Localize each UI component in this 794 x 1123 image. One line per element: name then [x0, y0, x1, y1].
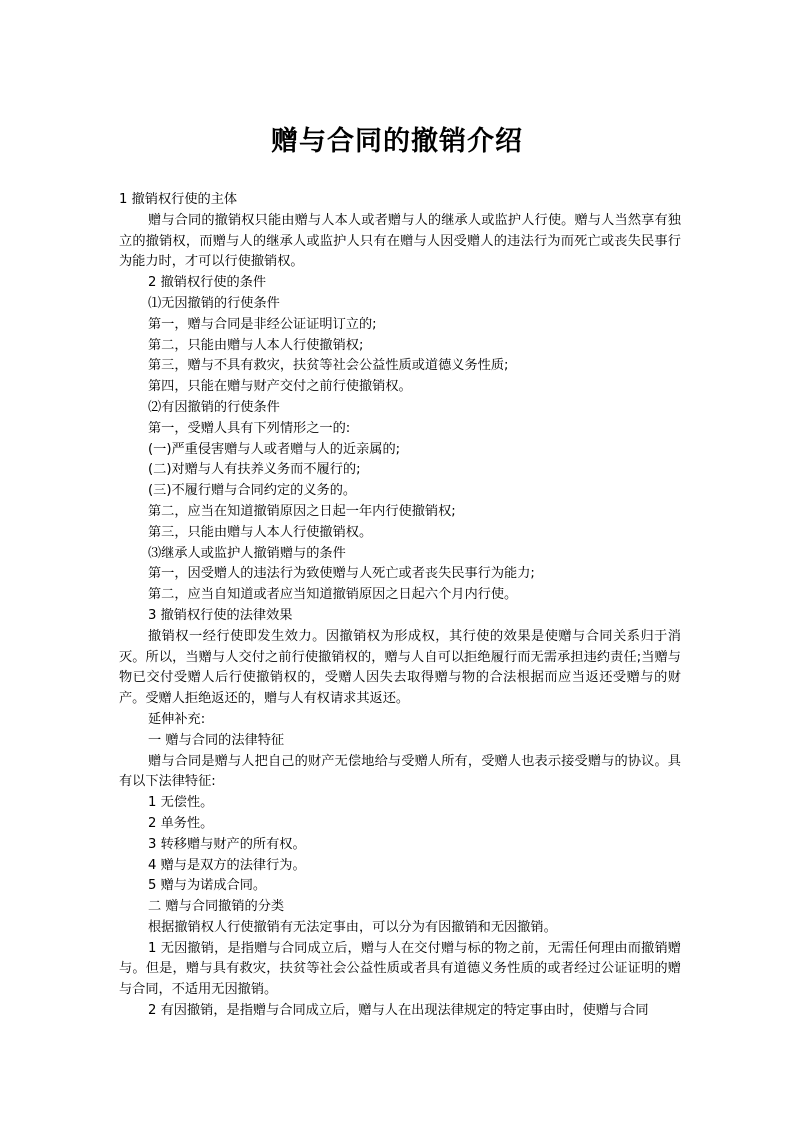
section-heading: 3 撤销权行使的法律效果 — [148, 607, 293, 623]
list-item: 4 赠与是双方的法律行为。 — [148, 857, 306, 873]
list-item: 3 转移赠与财产的所有权。 — [148, 836, 306, 852]
list-item: (二)对赠与人有扶养义务而不履行的; — [148, 462, 361, 478]
list-item: (三)不履行赠与合同约定的义务的。 — [148, 483, 357, 499]
list-item: 5 赠与为诺成合同。 — [148, 878, 267, 894]
section-heading: 1 撤销权行使的主体 — [119, 192, 238, 207]
list-item: 第一，因受赠人的违法行为致使赠与人死亡或者丧失民事行为能力; — [148, 566, 535, 582]
list-item: 1 无偿性。 — [148, 795, 214, 811]
document-title: 赠与合同的撤销介绍 — [271, 126, 523, 157]
list-item: 第二，应当在知道撤销原因之日起一年内行使撤销权; — [148, 503, 456, 519]
list-item: 第一，受赠人具有下列情形之一的: — [148, 420, 351, 436]
body-paragraph: 2 有因撤销，是指赠与合同成立后，赠与人在出现法律规定的特定事由时，使赠与合同 — [148, 1003, 649, 1019]
list-item: 第三，赠与不具有救灾，扶贫等社会公益性质或道德义务性质; — [148, 358, 509, 374]
list-item: 第二，只能由赠与人本人行使撤销权; — [148, 337, 364, 353]
list-item: 2 单务性。 — [148, 815, 214, 831]
document-body — [119, 190, 681, 1022]
section-heading: 2 撤销权行使的条件 — [148, 275, 267, 291]
body-paragraph: 赠与合同的撤销权只能由赠与人本人或者赠与人的继承人或监护人行使。赠与人当然享有独立的撤销权，而赠与人的继承人或监护人只有在赠与人因受赠人的违法行为而死亡或丧失民事行为能力时，才可以行使撤销权。 — [119, 212, 681, 270]
list-item: 第一，赠与合同是非经公证证明订立的; — [148, 316, 377, 332]
subsection-heading: ⑴无因撤销的行使条件 — [148, 295, 280, 311]
body-paragraph: 撤销权一经行使即发生效力。因撤销权为形成权，其行使的效果是使赠与合同关系归于消灭。所以，当赠与人交付之前行使撤销权的，赠与人自可以拒绝履行而无需承担违约责任;当赠与物已交付受赠人后行使撤销权的，受赠人因失去取得赠与物的合法根据而应当返还受赠与的财产。受赠人拒绝返还的，赠与人有权请求其返还。 — [119, 628, 681, 707]
subsection-heading: ⑵有因撤销的行使条件 — [148, 399, 280, 415]
body-paragraph: 根据撤销权人行使撤销有无法定事由，可以分为有因撤销和无因撤销。 — [148, 919, 557, 935]
section-heading: 一 赠与合同的法律特征 — [148, 732, 285, 748]
list-item: (一)严重侵害赠与人或者赠与人的近亲属的; — [148, 441, 401, 457]
list-item: 第四，只能在赠与财产交付之前行使撤销权。 — [148, 379, 412, 395]
body-paragraph: 1 无因撤销，是指赠与合同成立后，赠与人在交付赠与标的物之前，无需任何理由而撤销赠与。但是，赠与具有救灾，扶贫等社会公益性质或者具有道德义务性质的或者经过公证证明的赠与合同，不适用无因撤销。 — [119, 940, 681, 998]
list-item: 第二，应当自知道或者应当知道撤销原因之日起六个月内行使。 — [148, 587, 518, 603]
body-paragraph: 赠与合同是赠与人把自己的财产无偿地给与受赠人所有，受赠人也表示接受赠与的协议。具有以下法律特征: — [119, 753, 681, 790]
section-heading: 延伸补充: — [148, 711, 206, 727]
section-heading: 二 赠与合同撤销的分类 — [148, 899, 285, 915]
subsection-heading: ⑶继承人或监护人撤销赠与的条件 — [148, 545, 346, 561]
list-item: 第三，只能由赠与人本人行使撤销权。 — [148, 524, 373, 540]
